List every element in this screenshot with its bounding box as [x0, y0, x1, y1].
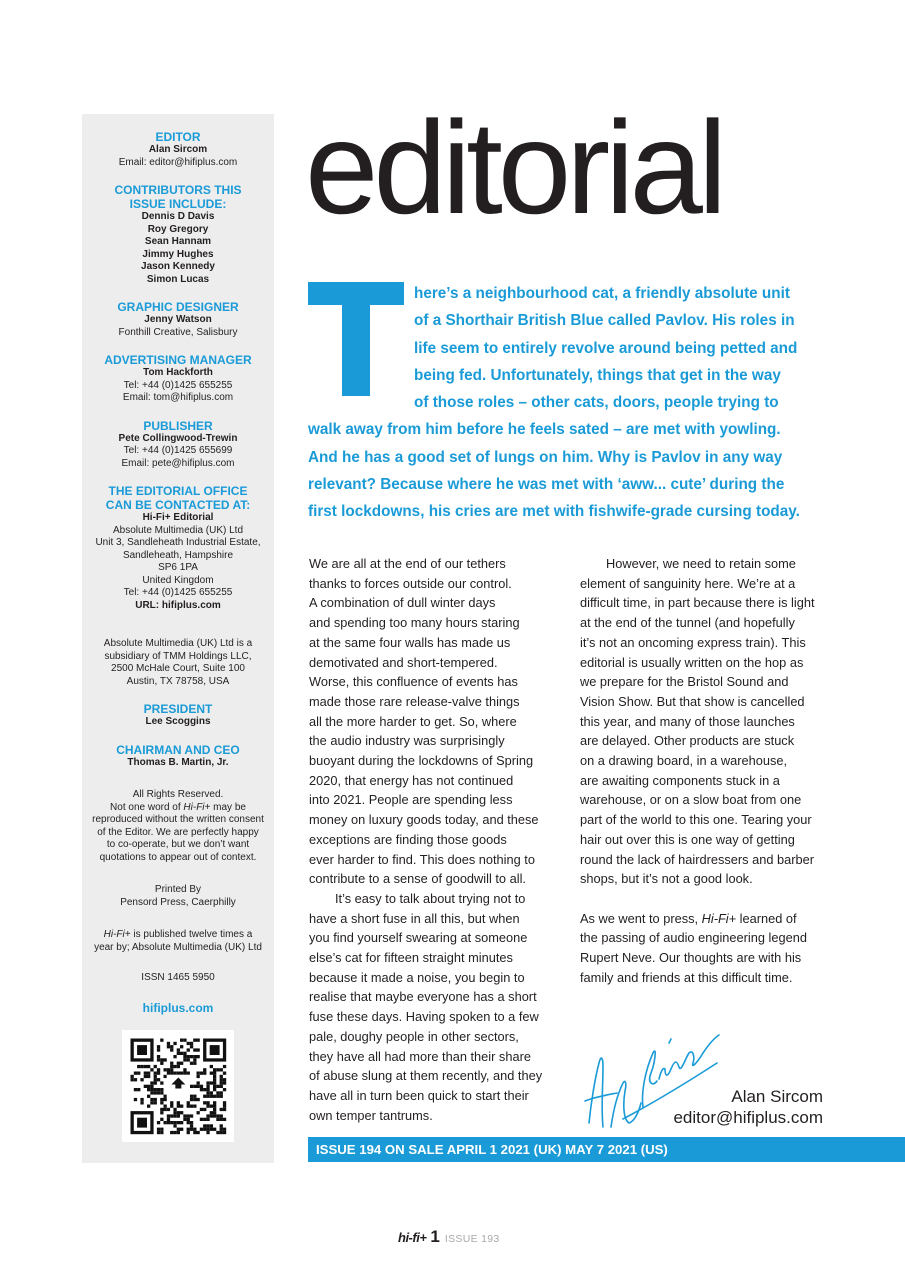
body-line: part of the world to this one. Tearing your [580, 812, 812, 828]
chairman-name: Thomas B. Martin, Jr. [127, 756, 229, 768]
publication-line: year by; Absolute Multimedia (UK) Ltd [94, 941, 262, 953]
rights-line: All Rights Reserved. [132, 789, 224, 800]
body-line: on a drawing board, in a warehouse, [580, 753, 788, 769]
body-line: at the same four walls has made us [309, 634, 511, 650]
body-line: at the end of the tunnel (and hopefully [580, 615, 795, 631]
body-line: ever harder to find. This does nothing to [309, 851, 535, 867]
body-paragraph [309, 889, 559, 1125]
body-line: the audio industry was surprisingly [309, 733, 505, 749]
subsidiary-line: Austin, TX 78758, USA [126, 675, 230, 687]
contributors-heading-line: ISSUE INCLUDE: [129, 197, 227, 211]
body-text: As we went to press, [580, 910, 702, 926]
designer-detail: Fonthill Creative, Salisbury [118, 326, 238, 338]
body-line: pale, doughy people in other sectors, [309, 1028, 519, 1044]
body-line: fuse these days. Having spoken to a few [309, 1009, 539, 1025]
body-line: have all in turn been quick to start their [309, 1087, 529, 1103]
subsidiary-line: Absolute Multimedia (UK) Ltd is a [103, 638, 253, 649]
president-heading: PRESIDENT [143, 702, 213, 716]
page-footer [398, 1227, 500, 1247]
body-line: We are all at the end of our tethers [309, 556, 506, 571]
on-sale-banner: ISSUE 194 ON SALE APRIL 1 2021 (UK) MAY 7 2021 (US) [308, 1137, 905, 1162]
rights-text: may be [210, 801, 246, 813]
rights-line: quotations to appear out of context. [99, 851, 257, 863]
masthead-sidebar [82, 114, 274, 1163]
body-line: because it made a noise, you begin to [309, 969, 525, 985]
rights-text: Not one word of [110, 801, 184, 813]
office-heading-line: CAN BE CONTACTED AT: [105, 498, 251, 512]
office-address-line: United Kingdom [142, 574, 214, 586]
intro-line: being fed. Unfortunately, things that get in the way [414, 366, 781, 384]
body-line: else’s cat for fifteen straight minutes [309, 950, 513, 966]
body-paragraph [309, 554, 559, 889]
contributor-name: Dennis D Davis [141, 211, 215, 222]
advertising-heading: ADVERTISING MANAGER [104, 353, 252, 367]
office-url: URL: hifiplus.com [135, 599, 221, 611]
rights-line: reproduced without the written consent [92, 814, 264, 825]
body-line: own temper tantrums. [309, 1107, 433, 1123]
contributor-name: Jason Kennedy [141, 261, 215, 272]
office-address-line: SP6 1PA [158, 562, 198, 573]
publication-info [82, 929, 274, 954]
publisher-email: Email: pete@hifiplus.com [121, 457, 235, 469]
body-line: It’s easy to talk about trying not to [335, 890, 526, 906]
body-line: money on luxury goods today, and these [309, 812, 539, 828]
printer-info [82, 884, 274, 909]
rights-notice [82, 789, 274, 864]
office-heading-line: THE EDITORIAL OFFICE [108, 484, 248, 498]
publication-line [82, 929, 274, 942]
contributors-heading-line: CONTRIBUTORS THIS [114, 183, 242, 197]
printer-line: Pensord Press, Caerphilly [120, 896, 236, 908]
body-line: shops, but it’s not a good look. [580, 871, 753, 887]
issn: ISSN 1465 5950 [141, 972, 215, 983]
body-text: learned of [736, 910, 797, 926]
body-line: and spending too many hours staring [309, 615, 520, 631]
intro-line: first lockdowns, his cries are met with fishwife-grade cursing today. [308, 503, 800, 521]
office-address-line: Absolute Multimedia (UK) Ltd [112, 524, 244, 536]
office-tel: Tel: +44 (0)1425 655255 [123, 587, 233, 598]
office-heading [82, 484, 274, 512]
president-name: Lee Scoggins [145, 716, 211, 727]
publisher-heading: PUBLISHER [143, 418, 213, 433]
body-column-2 [580, 554, 830, 987]
advertising-name: Tom Hackforth [143, 367, 213, 378]
body-line: 2020, that energy has not continued [309, 772, 514, 788]
body-line: are delayed. Other products are stuck [580, 733, 795, 749]
contributor-name: Sean Hannam [144, 236, 212, 247]
contributor-name: Jimmy Hughes [142, 248, 214, 260]
intro-line: life seem to entirely revolve around being petted and [414, 339, 798, 357]
advertising-tel: Tel: +44 (0)1425 655255 [123, 379, 233, 391]
body-line: we prepare for the Bristol Sound and [580, 674, 789, 690]
signoff-name: Alan Sircom [731, 1087, 823, 1106]
contributor-name: Roy Gregory [147, 223, 209, 235]
designer-name: Jenny Watson [144, 314, 212, 325]
intro-line: here’s a neighbourhood cat, a friendly absolute unit [414, 285, 790, 302]
intro-line: of those roles – other cats, doors, people trying to [414, 394, 779, 412]
rights-mag-name: Hi-Fi+ [183, 801, 211, 813]
designer-heading: GRAPHIC DESIGNER [117, 300, 239, 314]
body-line: editorial is usually written on the hop as [580, 654, 804, 670]
body-line: difficult time, in part because there is light [580, 595, 815, 611]
body-line: have a short fuse in all this, but when [309, 910, 520, 926]
publication-mag-name: Hi-Fi+ [103, 929, 131, 940]
footer-issue: ISSUE 193 [444, 1233, 500, 1245]
body-paragraph [580, 909, 830, 988]
body-line: it’s not an oncoming express train). This [580, 634, 806, 650]
body-line: into 2021. People are spending less [309, 792, 513, 808]
body-line: warehouse, or on a slow boat from one [580, 792, 802, 808]
body-line: Vision Show. But that show is cancelled [580, 693, 805, 709]
body-line: Worse, this confluence of events has [309, 674, 518, 690]
printer-line: Printed By [154, 884, 202, 895]
publisher-tel: Tel: +44 (0)1425 655699 [123, 445, 233, 456]
body-line: element of sanguinity here. We’re at a [580, 575, 796, 591]
publication-text: is published twelve times a [130, 929, 253, 940]
qr-code-graphic [122, 1030, 234, 1142]
subsidiary-note [82, 638, 274, 688]
rights-line [82, 802, 274, 815]
page-number: 1 [430, 1227, 440, 1246]
contributors-list [82, 211, 274, 286]
body-line: made those rare release-valve things [309, 693, 520, 709]
intro-standfirst [308, 280, 824, 526]
contributor-name: Simon Lucas [146, 273, 210, 285]
body-line: realise that maybe everyone has a short [309, 989, 537, 1005]
chairman-heading: CHAIRMAN AND CEO [116, 742, 240, 757]
body-paragraph [580, 554, 830, 889]
body-line [580, 909, 830, 929]
body-line: Rupert Neve. Our thoughts are with his [580, 950, 802, 966]
body-line: hair out over this is one way of getting [580, 831, 795, 847]
body-line: you find yourself swearing at someone [309, 930, 528, 946]
body-line: A combination of dull winter days [309, 595, 496, 611]
intro-line: walk away from him before he feels sated – are met with yowling. [308, 421, 781, 439]
rights-line: of the Editor. We are perfectly happy [97, 826, 259, 838]
body-line: round the lack of hairdressers and barber [580, 851, 815, 867]
intro-line: And he has a good set of lungs on him. Why is Pavlov in any way [308, 448, 783, 466]
editor-name: Alan Sircom [148, 144, 208, 155]
body-line: they have all had more than their share [309, 1048, 531, 1064]
office-name: Hi-Fi+ Editorial [142, 512, 214, 523]
footer-logo: hi-fi+ [398, 1230, 427, 1245]
body-mag-name: Hi-Fi+ [701, 910, 737, 926]
signoff [673, 1086, 823, 1128]
intro-line: of a Shorthair British Blue called Pavlov. His roles in [414, 312, 795, 330]
office-address-line: Sandleheath, Hampshire [122, 549, 234, 561]
subsidiary-line: subsidiary of TMM Holdings LLC, [104, 650, 252, 662]
body-line: of abuse slung at them recently, and they [309, 1068, 543, 1084]
page-title: editorial [305, 94, 723, 241]
publisher-name: Pete Collingwood-Trewin [118, 432, 238, 444]
intro-line: relevant? Because where he was met with ‘aww... cute’ during the [308, 476, 785, 494]
body-line: However, we need to retain some [606, 556, 796, 571]
subsidiary-line: 2500 McHale Court, Suite 100 [111, 663, 245, 674]
body-line: contribute to a sense of goodwill to all. [309, 871, 526, 887]
advertising-email: Email: tom@hifiplus.com [122, 392, 234, 403]
qr-code[interactable] [122, 1030, 234, 1142]
body-line: are awaiting components stuck in a [580, 772, 780, 788]
body-line: demotivated and short-tempered. [309, 654, 498, 670]
editor-heading: EDITOR [155, 130, 201, 144]
body-line: all the more harder to get. So, where [309, 713, 517, 729]
body-line: family and friends at this difficult time. [580, 969, 793, 985]
editor-email: Email: editor@hifiplus.com [118, 156, 238, 168]
body-line: exceptions are finding those goods [309, 831, 507, 847]
signoff-email[interactable]: editor@hifiplus.com [673, 1108, 823, 1127]
website-link[interactable]: hifiplus.com [142, 1000, 214, 1015]
body-line: this year, and many of those launches [580, 713, 795, 729]
contributors-heading [82, 183, 274, 211]
office-address-line: Unit 3, Sandleheath Industrial Estate, [95, 537, 261, 548]
rights-line: to co-operate, but we don’t want [106, 839, 250, 850]
body-line: buoyant during the lockdowns of Spring [309, 753, 534, 769]
body-line: the passing of audio engineering legend [580, 930, 807, 946]
body-column-1 [309, 554, 559, 1125]
body-line: thanks to forces outside our control. [309, 575, 512, 591]
